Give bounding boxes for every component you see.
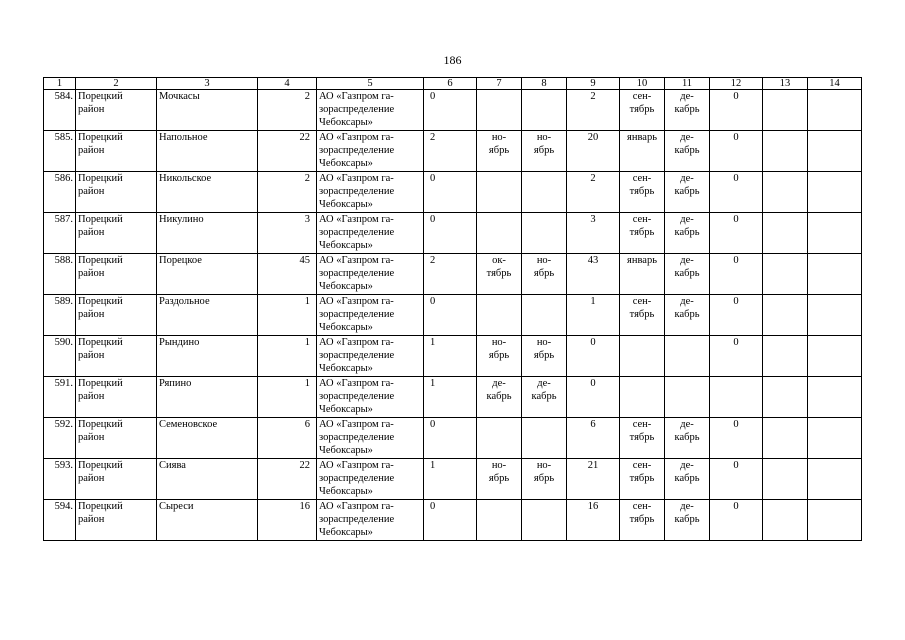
settlement-cell: Никольское [157, 172, 258, 213]
count-cell: 2 [258, 90, 317, 131]
organization-line: зораспределение [319, 186, 395, 197]
table-row [44, 459, 862, 500]
col8-month-cell [522, 377, 567, 418]
col10-month-cell [620, 295, 665, 336]
column-header: 14 [808, 78, 862, 90]
organization-line: зораспределение [319, 473, 395, 484]
col10-month-cell [620, 90, 665, 131]
table-row [44, 213, 862, 254]
col8-month-line: но- [536, 255, 552, 266]
column-header: 6 [424, 78, 477, 90]
col10-month-line: тябрь [629, 186, 655, 197]
col13-cell [763, 500, 808, 541]
col12-cell: 0 [710, 459, 763, 500]
col8-month-line: но- [536, 337, 552, 348]
col8-month-cell [522, 131, 567, 172]
settlement-cell: Никулино [157, 213, 258, 254]
col7-month-line: тябрь [486, 268, 512, 279]
col8-month-line: но- [536, 132, 552, 143]
count-cell: 1 [258, 377, 317, 418]
col7-month-cell [477, 459, 522, 500]
col12-cell: 0 [710, 336, 763, 377]
col8-month-line: ябрь [533, 268, 555, 279]
row-number-cell: 589. [44, 295, 76, 336]
col7-month-line: кабрь [486, 391, 512, 402]
col11-month-line: де- [680, 419, 694, 430]
district-line: район [78, 514, 105, 525]
col7-month-line: но- [491, 337, 507, 348]
col7-month-line: де- [492, 378, 506, 389]
col6-cell: 0 [424, 295, 477, 336]
col6-cell: 1 [424, 377, 477, 418]
organization-line: зораспределение [319, 350, 395, 361]
col11-month-line: де- [680, 91, 694, 102]
col6-cell: 1 [424, 459, 477, 500]
row-number-cell: 591. [44, 377, 76, 418]
district-line: Порецкий [78, 501, 123, 512]
count-cell: 45 [258, 254, 317, 295]
col10-month-cell [620, 131, 665, 172]
column-header: 7 [477, 78, 522, 90]
col14-cell [808, 336, 862, 377]
organization-cell [317, 172, 424, 213]
organization-cell [317, 254, 424, 295]
col14-cell [808, 377, 862, 418]
col14-cell [808, 254, 862, 295]
col7-month-cell [477, 213, 522, 254]
table-row [44, 172, 862, 213]
col11-month-line: кабрь [674, 432, 700, 443]
column-header: 12 [710, 78, 763, 90]
col13-cell [763, 213, 808, 254]
col10-month-cell [620, 418, 665, 459]
district-cell [76, 377, 157, 418]
col10-month-cell [620, 254, 665, 295]
col11-month-line: кабрь [674, 473, 700, 484]
organization-line: АО «Газпром га- [319, 173, 394, 184]
col7-month-line: ябрь [488, 473, 510, 484]
col7-month-line: но- [491, 132, 507, 143]
col9-cell: 2 [567, 90, 620, 131]
col11-month-line: кабрь [674, 104, 700, 115]
col11-month-cell [665, 295, 710, 336]
col7-month-cell [477, 295, 522, 336]
organization-line: Чебоксары» [319, 281, 373, 292]
col11-month-line: де- [680, 501, 694, 512]
col11-month-line: кабрь [674, 145, 700, 156]
col11-month-cell [665, 336, 710, 377]
col14-cell [808, 295, 862, 336]
organization-line: АО «Газпром га- [319, 419, 394, 430]
col13-cell [763, 336, 808, 377]
col7-month-line: ябрь [488, 145, 510, 156]
col9-cell: 43 [567, 254, 620, 295]
district-line: Порецкий [78, 173, 123, 184]
district-cell [76, 90, 157, 131]
row-number-cell: 592. [44, 418, 76, 459]
district-cell [76, 336, 157, 377]
district-line: Порецкий [78, 132, 123, 143]
organization-line: Чебоксары» [319, 322, 373, 333]
table-row [44, 90, 862, 131]
organization-line: АО «Газпром га- [319, 337, 394, 348]
organization-line: АО «Газпром га- [319, 91, 394, 102]
col6-cell: 0 [424, 90, 477, 131]
table-row [44, 500, 862, 541]
organization-cell [317, 131, 424, 172]
district-line: Порецкий [78, 255, 123, 266]
col9-cell: 0 [567, 377, 620, 418]
col11-month-cell [665, 213, 710, 254]
col7-month-line: ок- [492, 255, 506, 266]
district-cell [76, 295, 157, 336]
col9-cell: 16 [567, 500, 620, 541]
district-line: Порецкий [78, 460, 123, 471]
col11-month-line: кабрь [674, 309, 700, 320]
data-table [43, 77, 862, 541]
count-cell: 1 [258, 295, 317, 336]
col10-month-line: тябрь [629, 514, 655, 525]
organization-cell [317, 459, 424, 500]
district-line: Порецкий [78, 419, 123, 430]
col10-month-line: сен- [632, 214, 652, 225]
col6-cell: 0 [424, 213, 477, 254]
district-line: Порецкий [78, 214, 123, 225]
organization-line: Чебоксары» [319, 117, 373, 128]
district-cell [76, 500, 157, 541]
district-line: район [78, 268, 105, 279]
col7-month-cell [477, 131, 522, 172]
organization-cell [317, 336, 424, 377]
col8-month-line: ябрь [533, 350, 555, 361]
col10-month-line: сен- [632, 173, 652, 184]
col7-month-cell [477, 90, 522, 131]
row-number-cell: 588. [44, 254, 76, 295]
header-row [44, 78, 862, 90]
col9-cell: 6 [567, 418, 620, 459]
count-cell: 22 [258, 131, 317, 172]
col13-cell [763, 459, 808, 500]
col10-month-line: тябрь [629, 309, 655, 320]
col12-cell [710, 377, 763, 418]
col14-cell [808, 500, 862, 541]
settlement-cell: Сыреси [157, 500, 258, 541]
organization-line: Чебоксары» [319, 445, 373, 456]
col10-month-line: сен- [632, 296, 652, 307]
col9-cell: 20 [567, 131, 620, 172]
col12-cell: 0 [710, 500, 763, 541]
count-cell: 22 [258, 459, 317, 500]
col10-month-line: тябрь [629, 432, 655, 443]
row-number-cell: 594. [44, 500, 76, 541]
table-row [44, 295, 862, 336]
organization-cell [317, 500, 424, 541]
organization-line: зораспределение [319, 514, 395, 525]
col6-cell: 2 [424, 131, 477, 172]
table-row [44, 418, 862, 459]
col11-month-line: де- [680, 460, 694, 471]
organization-line: Чебоксары» [319, 158, 373, 169]
col11-month-line: кабрь [674, 268, 700, 279]
col8-month-line: но- [536, 460, 552, 471]
district-cell [76, 254, 157, 295]
organization-line: АО «Газпром га- [319, 255, 394, 266]
column-header: 2 [76, 78, 157, 90]
col10-month-line: сен- [632, 419, 652, 430]
col8-month-cell [522, 90, 567, 131]
district-cell [76, 172, 157, 213]
column-header: 11 [665, 78, 710, 90]
organization-line: Чебоксары» [319, 486, 373, 497]
district-line: район [78, 145, 105, 156]
col7-month-line: но- [491, 460, 507, 471]
district-cell [76, 213, 157, 254]
organization-line: АО «Газпром га- [319, 214, 394, 225]
col6-cell: 2 [424, 254, 477, 295]
col10-month-cell [620, 500, 665, 541]
col11-month-cell [665, 418, 710, 459]
column-header: 13 [763, 78, 808, 90]
col11-month-cell [665, 90, 710, 131]
col10-month-line: сен- [632, 91, 652, 102]
col7-month-cell [477, 418, 522, 459]
count-cell: 16 [258, 500, 317, 541]
col8-month-cell [522, 213, 567, 254]
organization-line: зораспределение [319, 145, 395, 156]
col8-month-line: кабрь [531, 391, 557, 402]
organization-line: Чебоксары» [319, 363, 373, 374]
organization-line: АО «Газпром га- [319, 296, 394, 307]
district-line: район [78, 391, 105, 402]
organization-line: АО «Газпром га- [319, 132, 394, 143]
col9-cell: 2 [567, 172, 620, 213]
col13-cell [763, 295, 808, 336]
table-row [44, 131, 862, 172]
table-row [44, 336, 862, 377]
organization-line: зораспределение [319, 227, 395, 238]
col12-cell: 0 [710, 418, 763, 459]
col10-month-cell [620, 336, 665, 377]
col14-cell [808, 90, 862, 131]
table-body [44, 78, 862, 541]
col10-month-line: январь [627, 132, 657, 143]
settlement-cell: Раздольное [157, 295, 258, 336]
count-cell: 3 [258, 213, 317, 254]
col9-cell: 0 [567, 336, 620, 377]
organization-cell [317, 90, 424, 131]
organization-line: зораспределение [319, 432, 395, 443]
col10-month-cell [620, 213, 665, 254]
col10-month-cell [620, 459, 665, 500]
col13-cell [763, 131, 808, 172]
row-number-cell: 584. [44, 90, 76, 131]
col14-cell [808, 459, 862, 500]
table-row [44, 254, 862, 295]
organization-line: зораспределение [319, 268, 395, 279]
col9-cell: 3 [567, 213, 620, 254]
district-line: район [78, 350, 105, 361]
settlement-cell: Ряпино [157, 377, 258, 418]
col12-cell: 0 [710, 172, 763, 213]
col7-month-cell [477, 254, 522, 295]
col14-cell [808, 172, 862, 213]
district-line: район [78, 309, 105, 320]
col10-month-cell [620, 172, 665, 213]
organization-line: АО «Газпром га- [319, 460, 394, 471]
organization-line: Чебоксары» [319, 527, 373, 538]
col8-month-cell [522, 172, 567, 213]
district-line: район [78, 227, 105, 238]
col14-cell [808, 131, 862, 172]
col7-month-cell [477, 172, 522, 213]
col12-cell: 0 [710, 295, 763, 336]
col10-month-line: январь [627, 255, 657, 266]
organization-line: зораспределение [319, 104, 395, 115]
col6-cell: 0 [424, 500, 477, 541]
column-header: 4 [258, 78, 317, 90]
col11-month-line: де- [680, 132, 694, 143]
col6-cell: 0 [424, 418, 477, 459]
col11-month-line: кабрь [674, 227, 700, 238]
col11-month-line: де- [680, 296, 694, 307]
col10-month-cell [620, 377, 665, 418]
col11-month-cell [665, 377, 710, 418]
settlement-cell: Семеновское [157, 418, 258, 459]
district-cell [76, 459, 157, 500]
settlement-cell: Напольное [157, 131, 258, 172]
organization-line: зораспределение [319, 309, 395, 320]
settlement-cell: Порецкое [157, 254, 258, 295]
col14-cell [808, 213, 862, 254]
col10-month-line: тябрь [629, 473, 655, 484]
col6-cell: 1 [424, 336, 477, 377]
row-number-cell: 585. [44, 131, 76, 172]
col7-month-cell [477, 377, 522, 418]
col11-month-cell [665, 254, 710, 295]
district-cell [76, 131, 157, 172]
organization-line: АО «Газпром га- [319, 501, 394, 512]
col10-month-line: сен- [632, 460, 652, 471]
count-cell: 1 [258, 336, 317, 377]
col9-cell: 1 [567, 295, 620, 336]
col6-cell: 0 [424, 172, 477, 213]
settlement-cell: Мочкасы [157, 90, 258, 131]
col12-cell: 0 [710, 90, 763, 131]
col8-month-line: ябрь [533, 145, 555, 156]
col7-month-cell [477, 336, 522, 377]
col8-month-cell [522, 459, 567, 500]
district-line: район [78, 473, 105, 484]
col11-month-line: кабрь [674, 186, 700, 197]
district-line: Порецкий [78, 296, 123, 307]
col10-month-line: тябрь [629, 227, 655, 238]
district-line: район [78, 432, 105, 443]
col7-month-line: ябрь [488, 350, 510, 361]
table-row [44, 377, 862, 418]
organization-line: Чебоксары» [319, 240, 373, 251]
col11-month-line: де- [680, 214, 694, 225]
col8-month-cell [522, 500, 567, 541]
col13-cell [763, 172, 808, 213]
count-cell: 2 [258, 172, 317, 213]
column-header: 8 [522, 78, 567, 90]
organization-line: АО «Газпром га- [319, 378, 394, 389]
organization-line: Чебоксары» [319, 404, 373, 415]
col12-cell: 0 [710, 213, 763, 254]
organization-cell [317, 213, 424, 254]
col11-month-cell [665, 459, 710, 500]
col10-month-line: сен- [632, 501, 652, 512]
settlement-cell: Рындино [157, 336, 258, 377]
row-number-cell: 590. [44, 336, 76, 377]
column-header: 1 [44, 78, 76, 90]
row-number-cell: 587. [44, 213, 76, 254]
col8-month-cell [522, 336, 567, 377]
col8-month-cell [522, 254, 567, 295]
organization-cell [317, 418, 424, 459]
col13-cell [763, 90, 808, 131]
col8-month-cell [522, 418, 567, 459]
column-header: 3 [157, 78, 258, 90]
col8-month-cell [522, 295, 567, 336]
row-number-cell: 593. [44, 459, 76, 500]
district-line: район [78, 104, 105, 115]
col12-cell: 0 [710, 131, 763, 172]
col11-month-line: де- [680, 255, 694, 266]
column-header: 10 [620, 78, 665, 90]
col11-month-cell [665, 500, 710, 541]
col8-month-line: ябрь [533, 473, 555, 484]
col7-month-cell [477, 500, 522, 541]
district-line: Порецкий [78, 378, 123, 389]
district-line: Порецкий [78, 337, 123, 348]
col12-cell: 0 [710, 254, 763, 295]
col13-cell [763, 254, 808, 295]
col11-month-line: де- [680, 173, 694, 184]
column-header: 5 [317, 78, 424, 90]
row-number-cell: 586. [44, 172, 76, 213]
organization-cell [317, 377, 424, 418]
col11-month-cell [665, 131, 710, 172]
col8-month-line: де- [537, 378, 551, 389]
organization-line: Чебоксары» [319, 199, 373, 210]
col10-month-line: тябрь [629, 104, 655, 115]
organization-cell [317, 295, 424, 336]
col13-cell [763, 377, 808, 418]
district-line: Порецкий [78, 91, 123, 102]
district-line: район [78, 186, 105, 197]
organization-line: зораспределение [319, 391, 395, 402]
count-cell: 6 [258, 418, 317, 459]
col13-cell [763, 418, 808, 459]
column-header: 9 [567, 78, 620, 90]
col9-cell: 21 [567, 459, 620, 500]
col14-cell [808, 418, 862, 459]
district-cell [76, 418, 157, 459]
col11-month-line: кабрь [674, 514, 700, 525]
settlement-cell: Сиява [157, 459, 258, 500]
col11-month-cell [665, 172, 710, 213]
page-number: 186 [443, 53, 462, 67]
